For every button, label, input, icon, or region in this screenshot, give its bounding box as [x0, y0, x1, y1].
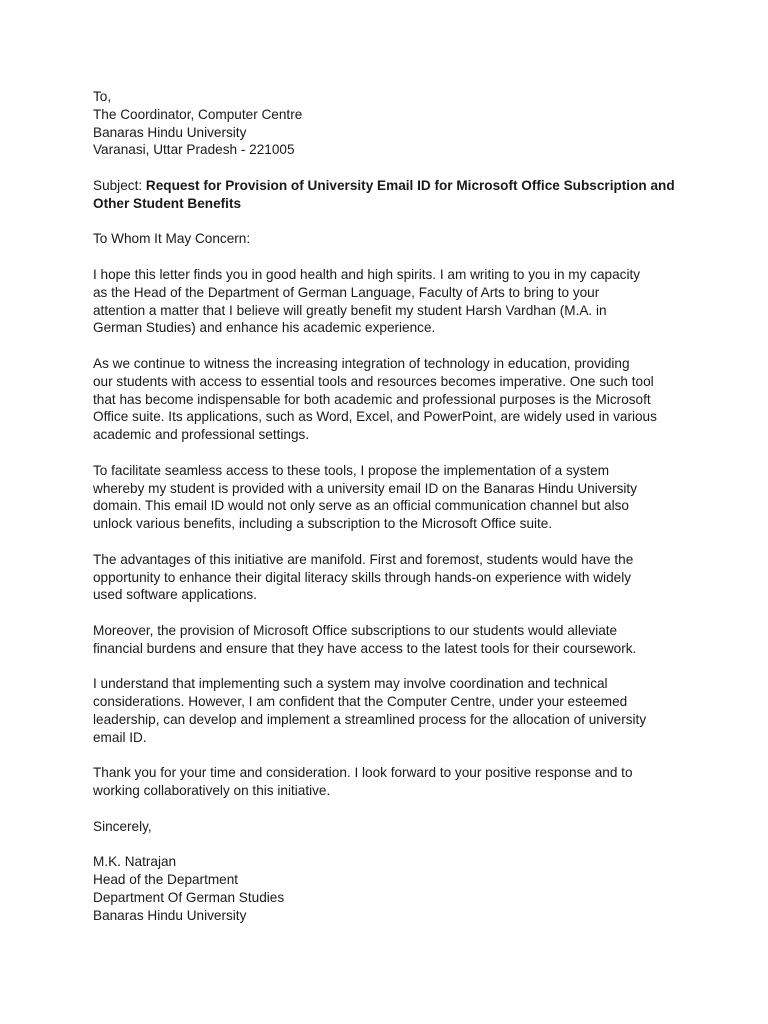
paragraph-line: Moreover, the provision of Microsoft Office subscriptions to our students would alleviate	[93, 622, 618, 638]
paragraph-line: The advantages of this initiative are manifold. First and foremost, students would have the	[93, 551, 634, 567]
body-paragraph-3	[93, 462, 693, 533]
paragraph-line: our students with access to essential tools and resources becomes imperative. One such tool	[93, 373, 654, 389]
paragraph-line: working collaboratively on this initiative.	[93, 783, 331, 799]
body-paragraph-4	[93, 551, 693, 604]
signature-university: Banaras Hindu University	[93, 907, 247, 923]
paragraph-line: used software applications.	[93, 587, 257, 603]
paragraph-line: academic and professional settings.	[93, 427, 310, 443]
salutation-text: To Whom It May Concern:	[93, 231, 251, 247]
paragraph-line: I hope this letter finds you in good health and high spirits. I am writing to you in my capacity	[93, 266, 641, 282]
paragraph-line: financial burdens and ensure that they have access to the latest tools for their coursework.	[93, 640, 637, 656]
paragraph-line: that has become indispensable for both academic and professional purposes is the Microsoft	[93, 391, 651, 407]
address-line: Banaras Hindu University	[93, 124, 247, 140]
body-paragraph-6	[93, 675, 693, 746]
body-paragraph-2	[93, 355, 693, 444]
subject-title-part1: Request for Provision of University Email ID for Microsoft Office Subscription and	[145, 177, 675, 193]
signature-block	[93, 853, 693, 924]
paragraph-line: Office suite. Its applications, such as Word, Excel, and PowerPoint, are widely used in various	[93, 409, 657, 425]
salutation	[93, 230, 693, 248]
address-line: The Coordinator, Computer Centre	[93, 106, 303, 122]
paragraph-line: Thank you for your time and consideration. I look forward to your positive response and to	[93, 765, 633, 781]
signature-name: M.K. Natrajan	[93, 854, 177, 870]
paragraph-line: leadership, can develop and implement a streamlined process for the allocation of university	[93, 711, 647, 727]
recipient-address	[93, 88, 693, 159]
paragraph-line: domain. This email ID would not only serve as an official communication channel but also	[93, 498, 629, 514]
closing	[93, 818, 693, 836]
signature-title: Head of the Department	[93, 872, 239, 888]
body-paragraph-7	[93, 764, 693, 800]
subject-title-part2: Other Student Benefits	[93, 195, 242, 211]
subject-line-1	[93, 177, 693, 195]
paragraph-line: email ID.	[93, 729, 147, 745]
subject-block	[93, 177, 693, 213]
closing-text: Sincerely,	[93, 818, 152, 834]
paragraph-line: unlock various benefits, including a subscription to the Microsoft Office suite.	[93, 516, 553, 532]
paragraph-line: I understand that implementing such a system may involve coordination and technical	[93, 676, 608, 692]
paragraph-line: German Studies) and enhance his academic experience.	[93, 320, 436, 336]
address-line: To,	[93, 89, 112, 104]
paragraph-line: whereby my student is provided with a university email ID on the Banaras Hindu University	[93, 480, 637, 496]
paragraph-line: To facilitate seamless access to these tools, I propose the implementation of a system	[93, 462, 610, 478]
paragraph-line: opportunity to enhance their digital literacy skills through hands-on experience with widely	[93, 569, 632, 585]
paragraph-line: As we continue to witness the increasing integration of technology in education, providing	[93, 355, 630, 371]
signature-department: Department Of German Studies	[93, 889, 285, 905]
paragraph-line: considerations. However, I am confident that the Computer Centre, under your esteemed	[93, 694, 628, 710]
body-paragraph-1	[93, 266, 693, 337]
body-paragraph-5	[93, 622, 693, 658]
subject-prefix: Subject:	[93, 177, 146, 193]
address-line: Varanasi, Uttar Pradesh - 221005	[93, 142, 295, 158]
letter-page	[93, 88, 693, 942]
paragraph-line: as the Head of the Department of German Language, Faculty of Arts to bring to your	[93, 284, 600, 300]
paragraph-line: attention a matter that I believe will greatly benefit my student Harsh Vardhan (M.A. in	[93, 302, 607, 318]
